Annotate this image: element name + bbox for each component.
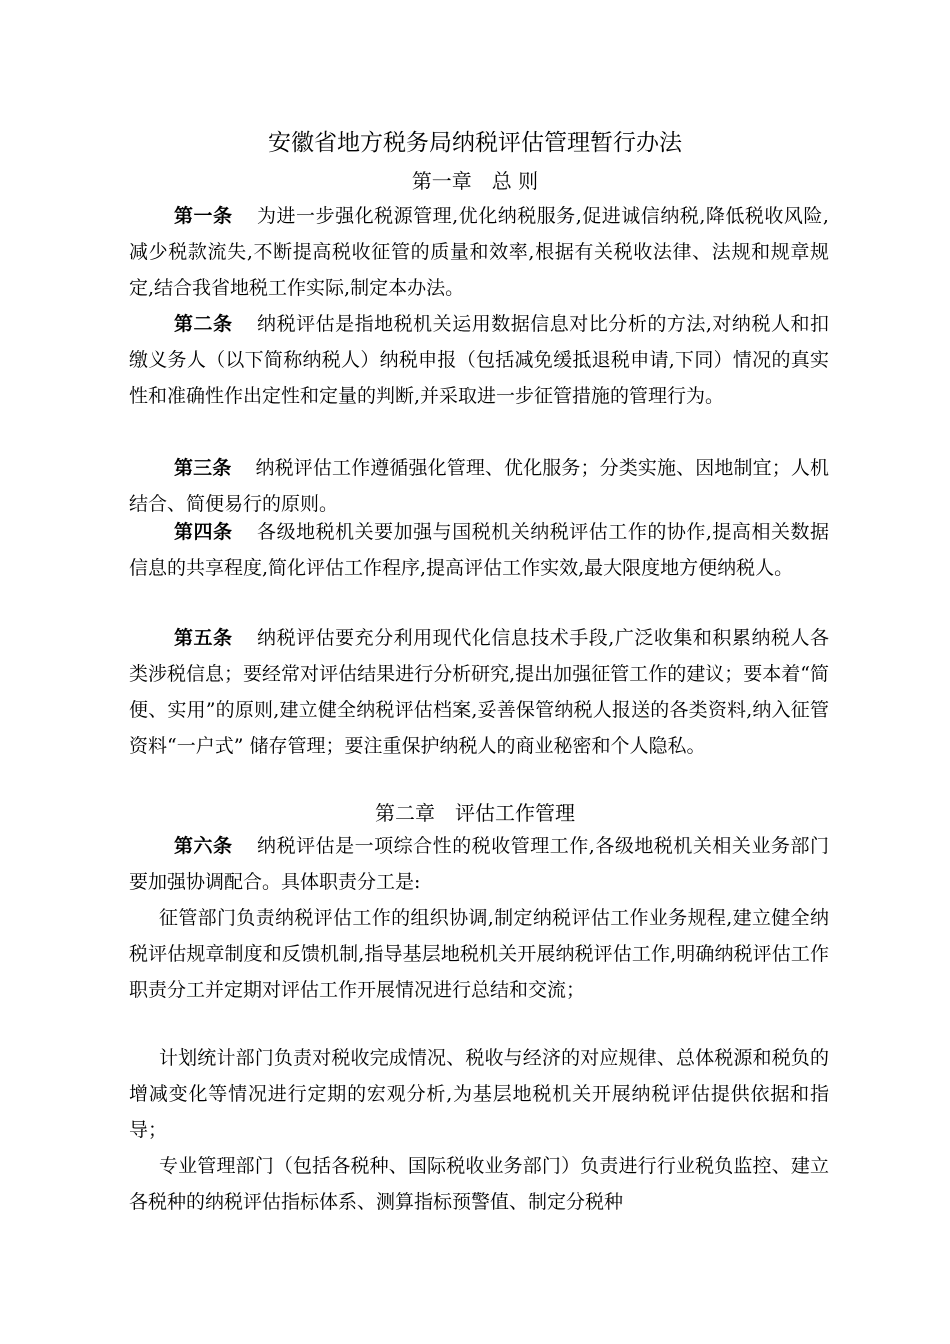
article-label: 第五条 xyxy=(174,627,233,649)
article-label: 第一条 xyxy=(174,205,233,227)
article-6 xyxy=(129,828,829,900)
article-text: 纳税评估工作遵循强化管理、优化服务；分类实施、因地制宜；人机结合、简便易行的原则。 xyxy=(129,457,829,515)
article-3 xyxy=(129,450,829,522)
article-4 xyxy=(129,514,829,586)
article-text: 各级地税机关要加强与国税机关纳税评估工作的协作,提高相关数据信息的共享程度,简化评估工作程序,提高评估工作实效,最大限度地方便纳税人。 xyxy=(129,521,829,579)
article-label: 第四条 xyxy=(174,521,233,543)
article-text: 纳税评估要充分利用现代化信息技术手段,广泛收集和积累纳税人各类涉税信息；要经常对评估结果进行分析研究,提出加强征管工作的建议；要本着“简便、实用”的原则,建立健全纳税评估档案,妥善保管纳税人报送的各类资料,纳入征管资料“一户式” 储存管理；要注重保护纳税人的商业秘密和个人隐私。 xyxy=(129,627,829,757)
article-text: 纳税评估是指地税机关运用数据信息对比分析的方法,对纳税人和扣缴义务人（以下简称纳税人）纳税申报（包括减免缓抵退税申请,下同）情况的真实性和准确性作出定性和定量的判断,并采取进一步征管措施的管理行为。 xyxy=(129,313,829,407)
paragraph-zhuanye-guanli: 专业管理部门（包括各税种、国际税收业务部门）负责进行行业税负监控、建立各税种的纳税评估指标体系、测算指标预警值、制定分税种 xyxy=(129,1155,829,1213)
article-label: 第二条 xyxy=(174,313,233,335)
article-5 xyxy=(129,620,829,764)
article-text: 为进一步强化税源管理,优化纳税服务,促进诚信纳税,降低税收风险,减少税款流失,不断提高税收征管的质量和效率,根据有关税收法律、法规和规章规定,结合我省地税工作实际,制定本办法。 xyxy=(129,205,829,299)
article-label: 第六条 xyxy=(174,835,233,857)
paragraph-jihua-tongji: 计划统计部门负责对税收完成情况、税收与经济的对应规律、总体税源和税负的增减变化等情况进行定期的宏观分析,为基层地税机关开展纳税评估提供依据和指导； xyxy=(129,1047,829,1141)
article-1 xyxy=(129,198,829,306)
chapter-heading-1: 第一章 总 则 xyxy=(411,169,539,193)
article-text: 纳税评估是一项综合性的税收管理工作,各级地税机关相关业务部门要加强协调配合。具体职责分工是: xyxy=(129,835,829,893)
paragraph-zhengguan: 征管部门负责纳税评估工作的组织协调,制定纳税评估工作业务规程,建立健全纳税评估规章制度和反馈机制,指导基层地税机关开展纳税评估工作,明确纳税评估工作职责分工并定期对评估工作开展情况进行总结和交流； xyxy=(129,907,829,1001)
chapter-heading-2: 第二章 评估工作管理 xyxy=(375,801,575,825)
article-label: 第三条 xyxy=(174,457,232,479)
article-2 xyxy=(129,306,829,414)
document-title: 安徽省地方税务局纳税评估管理暂行办法 xyxy=(268,130,682,156)
